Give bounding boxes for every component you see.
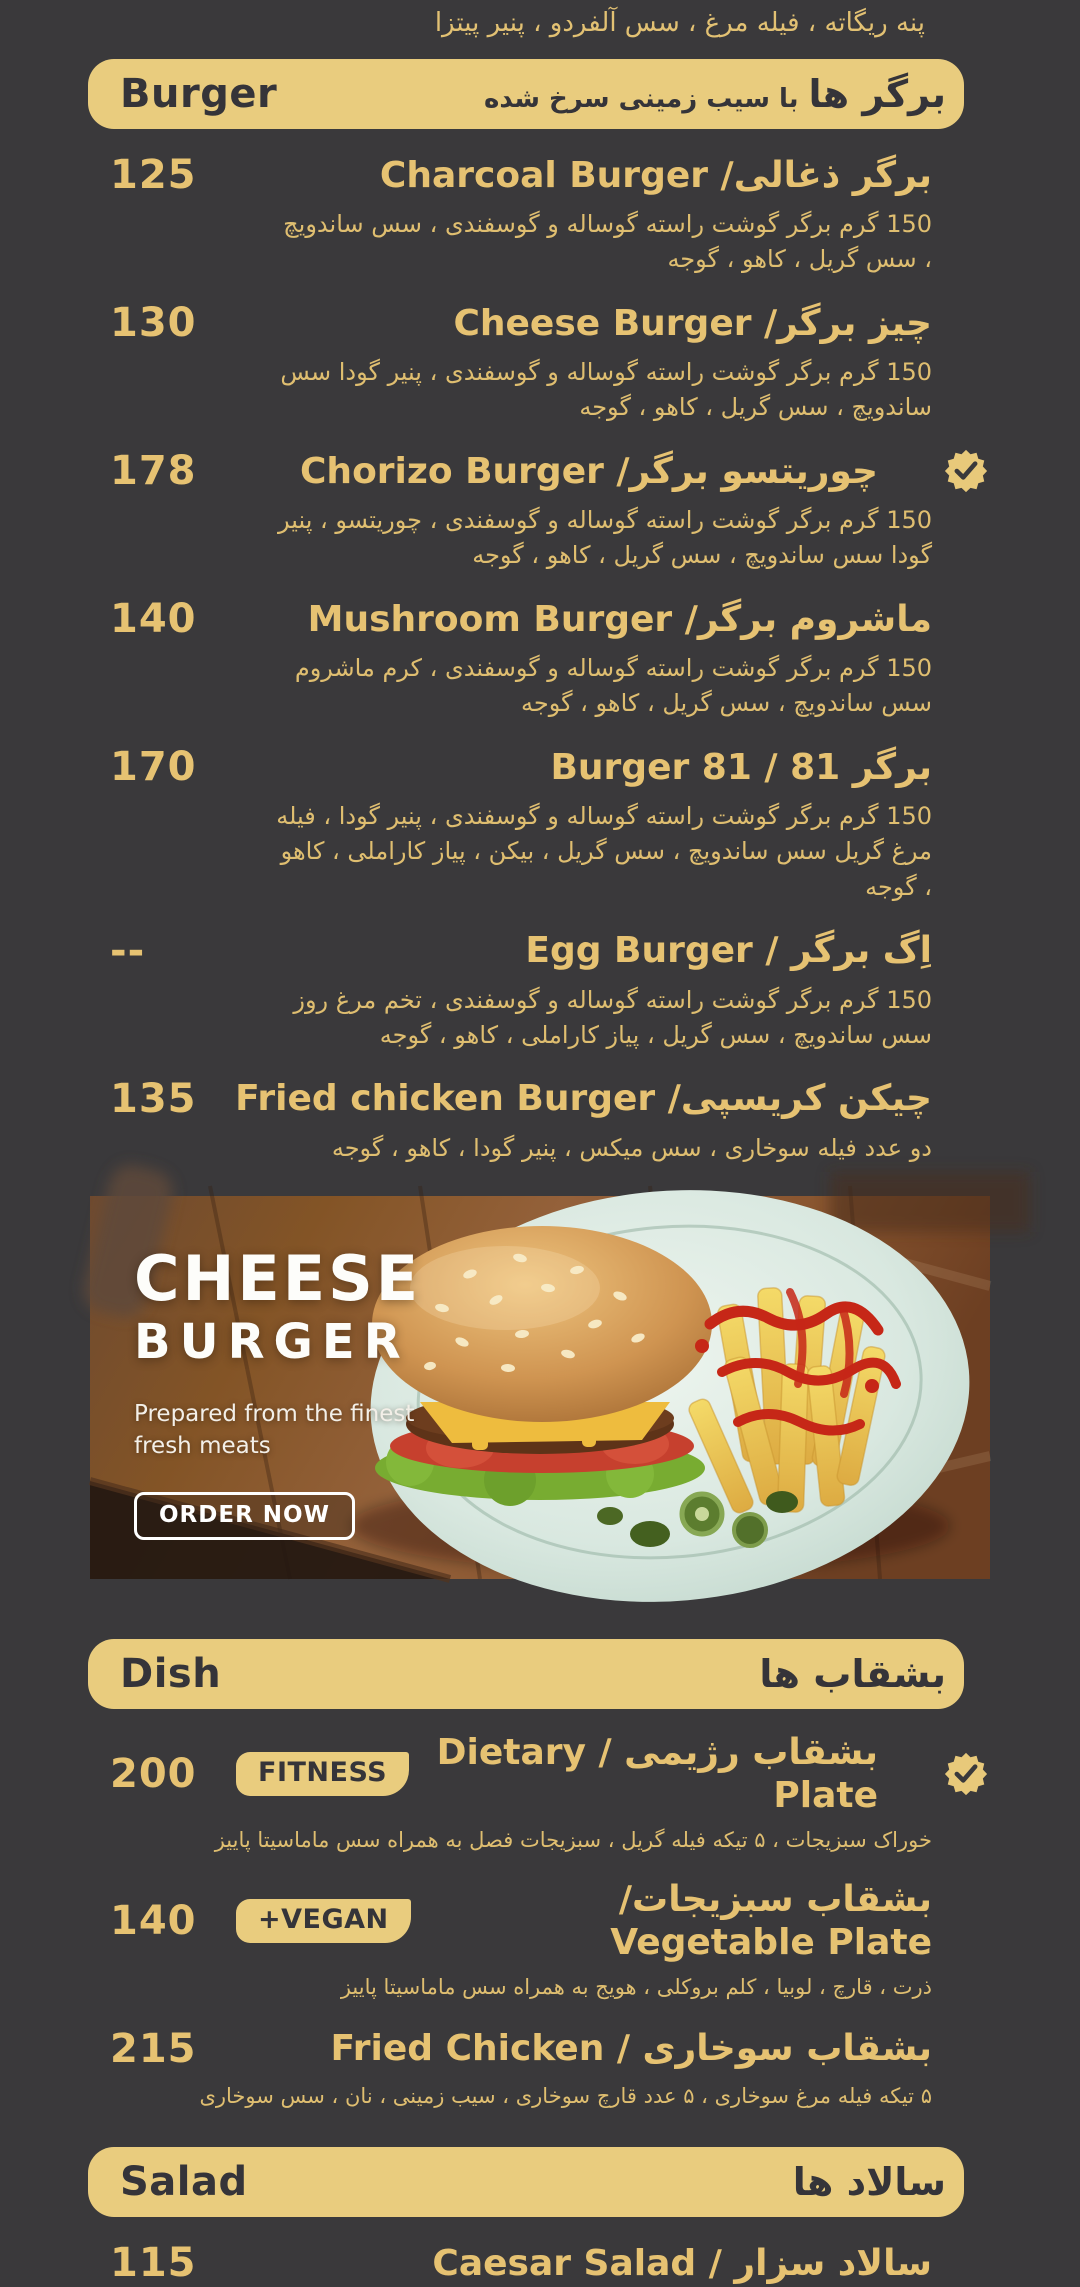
vegan-tag-badge: +VEGAN (236, 1899, 411, 1943)
item-price: -- (110, 927, 146, 974)
section-title-fa-main: سالاد ها (792, 2160, 946, 2205)
menu-page (88, 0, 992, 2287)
section-header-dish (88, 1639, 964, 1709)
item-price: 178 (110, 448, 197, 495)
banner-tagline (134, 1398, 421, 1462)
menu-item-charcoal-burger[interactable] (88, 151, 992, 199)
item-title: برگر ذغالی/ Charcoal Burger (379, 154, 932, 196)
menu-item-dietary-plate[interactable] (88, 1731, 992, 1817)
section-title-en: Dish (120, 1650, 222, 1697)
verified-check-icon (944, 449, 988, 493)
item-price: 200 (110, 1750, 197, 1797)
menu-item-chorizo-burger[interactable] (88, 447, 992, 495)
item-title: سالاد سزار / Caesar Salad (432, 2242, 932, 2284)
section-header-burger (88, 59, 964, 129)
item-title: بشقاب سوخاری / Fried Chicken (330, 2028, 932, 2070)
verified-check-icon (944, 1752, 988, 1796)
item-title: چیکن کریسپی/ Fried chicken Burger (235, 1078, 932, 1119)
banner-heading-line1: CHEESE (134, 1241, 422, 1315)
item-price: 135 (110, 1075, 197, 1122)
section-title-fa (484, 72, 946, 116)
menu-item-burger-81[interactable] (88, 743, 992, 791)
previous-item-description-tail: پنه ریگاته ، فیله مرغ ، سس آلفردو ، پنیر پیتزا (434, 8, 925, 38)
item-title: چوریتسو برگر/ Chorizo Burger (300, 450, 878, 492)
banner-tagline-line1: Prepared from the finest (134, 1400, 415, 1427)
section-title-en: Burger (120, 71, 278, 118)
section-title-fa (759, 1652, 946, 1696)
item-title: ماشروم برگر/ Mushroom Burger (307, 598, 932, 640)
menu-item-mushroom-burger[interactable] (88, 595, 992, 643)
menu-item-caesar-salad[interactable] (88, 2239, 992, 2287)
item-description: 150 گرم برگر گوشت راسته گوساله و گوسفندی ، پنیر گودا ، فیله مرغ گریل سس ساندویچ ، سس گریل ، بیکن ، پیاز کاراملی ، کاهو ، گوجه (276, 802, 932, 901)
item-title: اِگ برگر / Egg Burger (525, 929, 932, 971)
order-now-button[interactable]: ORDER NOW (134, 1492, 355, 1540)
item-price: 215 (110, 2025, 197, 2072)
menu-item-fried-chicken-burger[interactable] (88, 1075, 992, 1123)
section-title-fa-main: بشقاب ها (759, 1651, 946, 1696)
item-price: 115 (110, 2240, 197, 2287)
menu-item-cheese-burger[interactable] (88, 299, 992, 347)
item-title: بشقاب رژیمی / Dietary Plate (436, 1731, 878, 1816)
banner-heading-line2: BURGER (134, 1313, 410, 1370)
section-title-fa-main: برگر ها (808, 72, 946, 117)
item-price: 140 (110, 1897, 197, 1944)
item-price: 130 (110, 300, 197, 347)
item-description: دو عدد فیله سوخاری ، سس میکس ، پنیر گودا ، کاهو ، گوجه (331, 1133, 932, 1162)
item-description: 150 گرم برگر گوشت راسته گوساله و گوسفندی ، کرم ماشروم سس ساندویچ ، سس گریل ، کاهو ، گوجه (294, 654, 932, 718)
item-description: 150 گرم برگر گوشت راسته گوساله و گوسفندی ، پنیر گودا سس ساندویچ ، سس گریل ، کاهو ، گوجه (280, 358, 932, 422)
section-title-en: Salad (120, 2159, 248, 2206)
item-price: 125 (110, 152, 197, 199)
section-header-salad (88, 2147, 964, 2217)
promo-banner[interactable] (90, 1196, 990, 1579)
banner-text-block (134, 1241, 422, 1540)
item-price: 170 (110, 744, 197, 791)
item-description: 150 گرم برگر گوشت راسته گوساله و گوسفندی ، سس ساندویچ ، سس گریل ، کاهو ، گوجه (283, 210, 932, 274)
banner-tagline-line2: fresh meats (134, 1432, 271, 1459)
item-price: 140 (110, 596, 197, 643)
item-title: چیز برگر/ Cheese Burger (453, 302, 932, 344)
menu-item-fried-chicken-plate[interactable] (88, 2025, 992, 2073)
item-title: بشقاب سبزیجات/ Vegetable Plate (610, 1878, 932, 1963)
menu-item-egg-burger[interactable] (88, 927, 992, 975)
item-description: 150 گرم برگر گوشت راسته گوساله و گوسفندی ، چوریتسو ، پنیر گودا سس ساندویچ ، سس گریل ، کاهو ، گوجه (278, 506, 932, 570)
section-title-fa (793, 2160, 946, 2204)
section-title-fa-sub: با سیب زمینی سرخ شده (484, 84, 799, 115)
item-description: خوراک سبزیجات ، ۵ تیکه فیله گریل ، سبزیجات فصل به همراه سس ماماسیتا پاییز (214, 1828, 932, 1852)
item-description: 150 گرم برگر گوشت راسته گوساله و گوسفندی ، تخم مرغ روز سس ساندویچ ، سس گریل ، پیاز کاراملی ، کاهو ، گوجه (293, 985, 932, 1049)
item-title: برگر 81 / Burger 81 (550, 746, 932, 788)
fitness-tag-badge: FITNESS (236, 1752, 409, 1796)
item-description: ذرت ، قارچ ، لوبیا ، کلم بروکلی ، هویج به همراه سس ماماسیتا پاییز (340, 1975, 932, 2000)
item-description: ۵ تیکه فیله مرغ سوخاری ، ۵ عدد قارچ سوخاری ، سیب زمینی ، نان ، سس سوخاری (199, 2083, 932, 2108)
menu-item-vegetable-plate[interactable] (88, 1878, 992, 1964)
